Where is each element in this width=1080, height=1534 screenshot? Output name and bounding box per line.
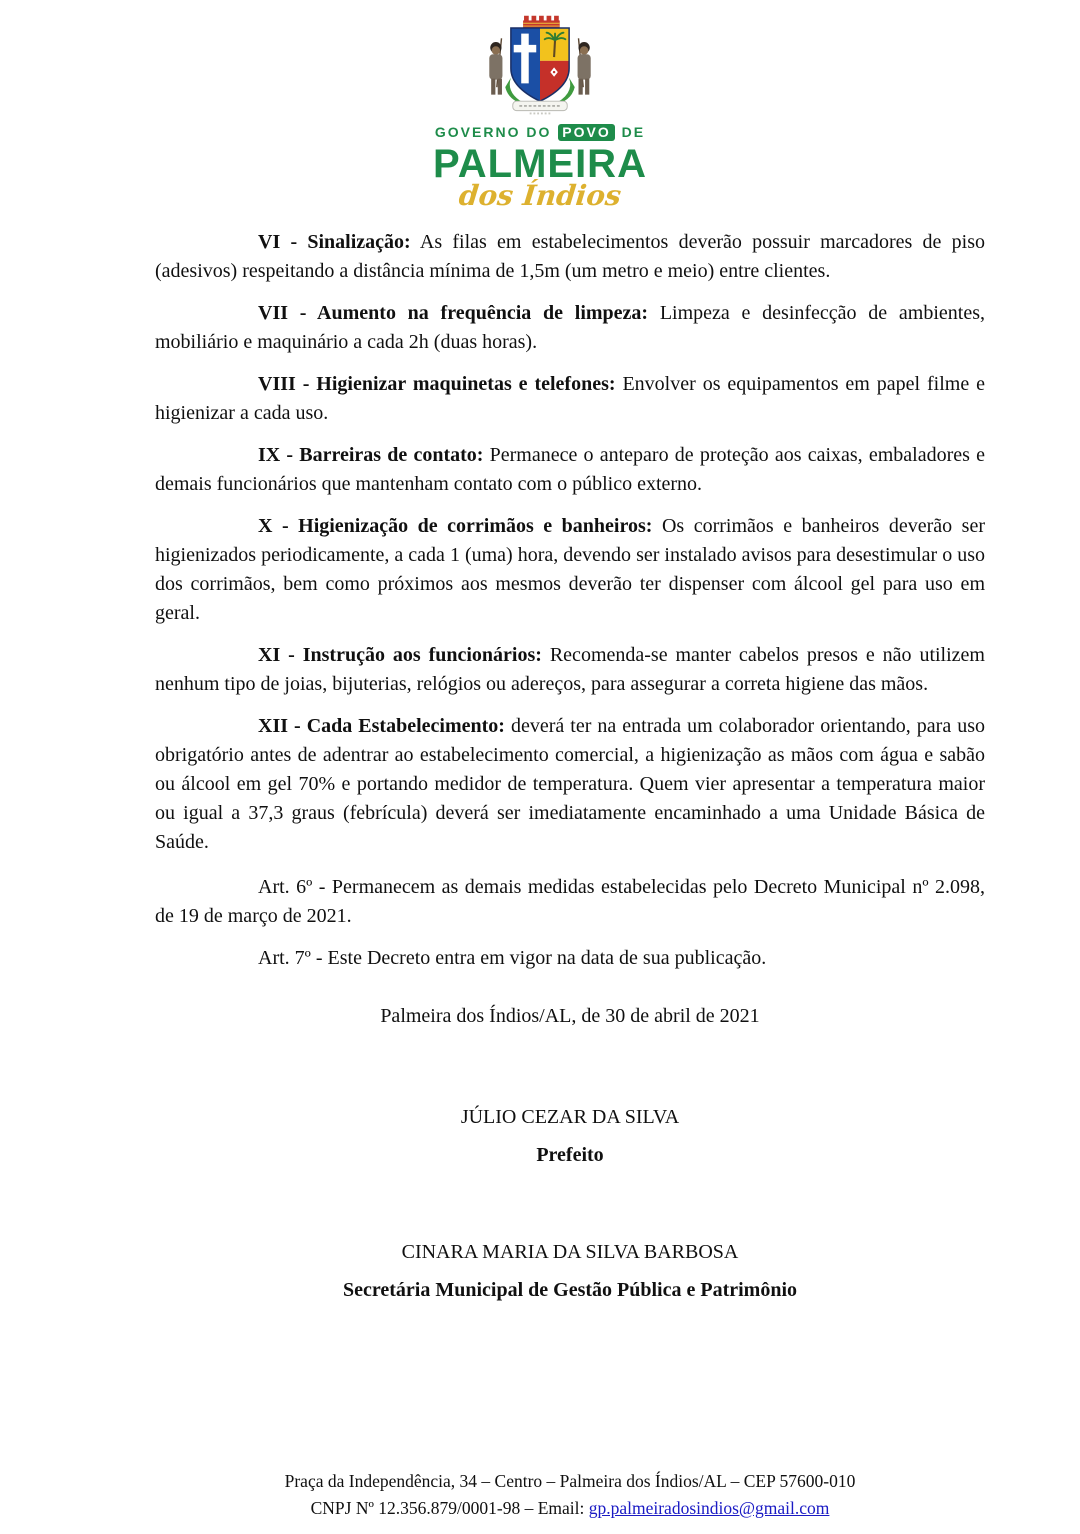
signature-name-mayor: JÚLIO CEZAR DA SILVA xyxy=(460,1106,680,1128)
logo-povo-badge: POVO xyxy=(558,124,614,141)
decree-item-vi xyxy=(155,228,985,286)
shield-icon xyxy=(511,28,569,103)
coat-of-arms-icon xyxy=(465,12,615,120)
item-vii-lead: VII - Aumento na frequência de limpeza: xyxy=(258,302,649,324)
page-footer xyxy=(155,1468,985,1522)
right-figure-icon xyxy=(578,38,591,94)
logo-tagline-post: DE xyxy=(621,124,646,140)
item-vi-lead: VI - Sinalização: xyxy=(258,231,411,253)
crown-icon xyxy=(523,16,560,28)
header-logo xyxy=(0,0,1080,210)
footer-cnpj-line xyxy=(155,1495,985,1522)
item-ix-text: Permanece o anteparo de proteção aos caixas, embaladores e demais funcionários que mantenham contato com o público externo. xyxy=(155,444,986,495)
decree-item-viii xyxy=(155,370,985,428)
left-figure-icon xyxy=(489,38,502,94)
banner-icon xyxy=(513,101,567,113)
decree-item-vii xyxy=(155,299,985,357)
signature-title-secretary: Secretária Municipal de Gestão Pública e Patrimônio xyxy=(342,1279,797,1301)
item-xii-lead: XII - Cada Estabelecimento: xyxy=(258,715,505,737)
item-x-lead: X - Higienização de corrimãos e banheiros: xyxy=(258,515,653,537)
decree-item-xii xyxy=(155,712,985,857)
item-viii-text: Envolver os equipamentos em papel filme e higienizar a cada uso. xyxy=(155,373,985,424)
item-vi-text: As filas em estabelecimentos deverão possuir marcadores de piso (adesivos) respeitando a distância mínima de 1,5m (um metro e meio) entre clientes. xyxy=(155,231,986,282)
logo-city-name: PALMEIRA xyxy=(433,142,647,186)
dateline: Palmeira dos Índios/AL, de 30 de abril de 2021 xyxy=(380,1005,760,1027)
logo-tagline xyxy=(0,124,1080,141)
item-xi-lead: XI - Instrução aos funcionários: xyxy=(258,644,542,666)
decree-body xyxy=(0,228,1080,1302)
footer-cnpj-text: CNPJ Nº 12.356.879/0001-98 – Email: xyxy=(310,1498,589,1518)
email-link[interactable]: gp.palmeiradosindios@gmail.com xyxy=(588,1498,830,1518)
item-viii-lead: VIII - Higienizar maquinetas e telefones: xyxy=(258,373,616,395)
logo-tagline-pre: GOVERNO DO xyxy=(434,124,552,140)
logo-city-script: dos Índios xyxy=(457,179,623,212)
decree-item-ix xyxy=(155,441,985,499)
article-7: Art. 7º - Este Decreto entra em vigor na data de sua publicação. xyxy=(258,947,767,969)
signature-title-mayor: Prefeito xyxy=(536,1144,604,1166)
decree-item-x xyxy=(155,512,985,628)
item-xi-text: Recomenda-se manter cabelos presos e não utilizem nenhum tipo de joias, bijuterias, relógios ou adereços, para assegurar a correta higiene das mãos. xyxy=(155,644,985,695)
item-vii-text: Limpeza e desinfecção de ambientes, mobiliário e maquinário a cada 2h (duas horas). xyxy=(155,302,986,353)
item-ix-lead: IX - Barreiras de contato: xyxy=(258,444,484,466)
footer-address-line: Praça da Independência, 34 – Centro – Palmeira dos Índios/AL – CEP 57600-010 xyxy=(284,1471,856,1491)
item-x-text: Os corrimãos e banheiros deverão ser higienizados periodicamente, a cada 1 (uma) hora, devendo ser instalado avisos para desestimular o uso dos corrimãos, bem como próximos aos mesmos deverão ter dispenser com álcool gel para uso em geral. xyxy=(155,515,985,624)
article-6: Art. 6º - Permanecem as demais medidas estabelecidas pelo Decreto Municipal nº 2.098, de 19 de março de 2021. xyxy=(155,876,985,927)
decree-item-xi xyxy=(155,641,985,699)
signature-block-secretary xyxy=(155,1239,985,1302)
signature-block-mayor xyxy=(155,1104,985,1167)
signature-name-secretary: CINARA MARIA DA SILVA BARBOSA xyxy=(401,1241,739,1263)
item-xii-text: deverá ter na entrada um colaborador orientando, para uso obrigatório antes de adentrar ao estabelecimento comercial, a higienização as mãos com água e sabão ou álcool em gel 70% e portando medidor de temperatura. Quem vier apresentar a temperatura maior ou igual a 37,3 graus (febrícula) deverá ser imediatamente encaminhado a uma Unidade Básica de Saúde. xyxy=(155,715,985,853)
